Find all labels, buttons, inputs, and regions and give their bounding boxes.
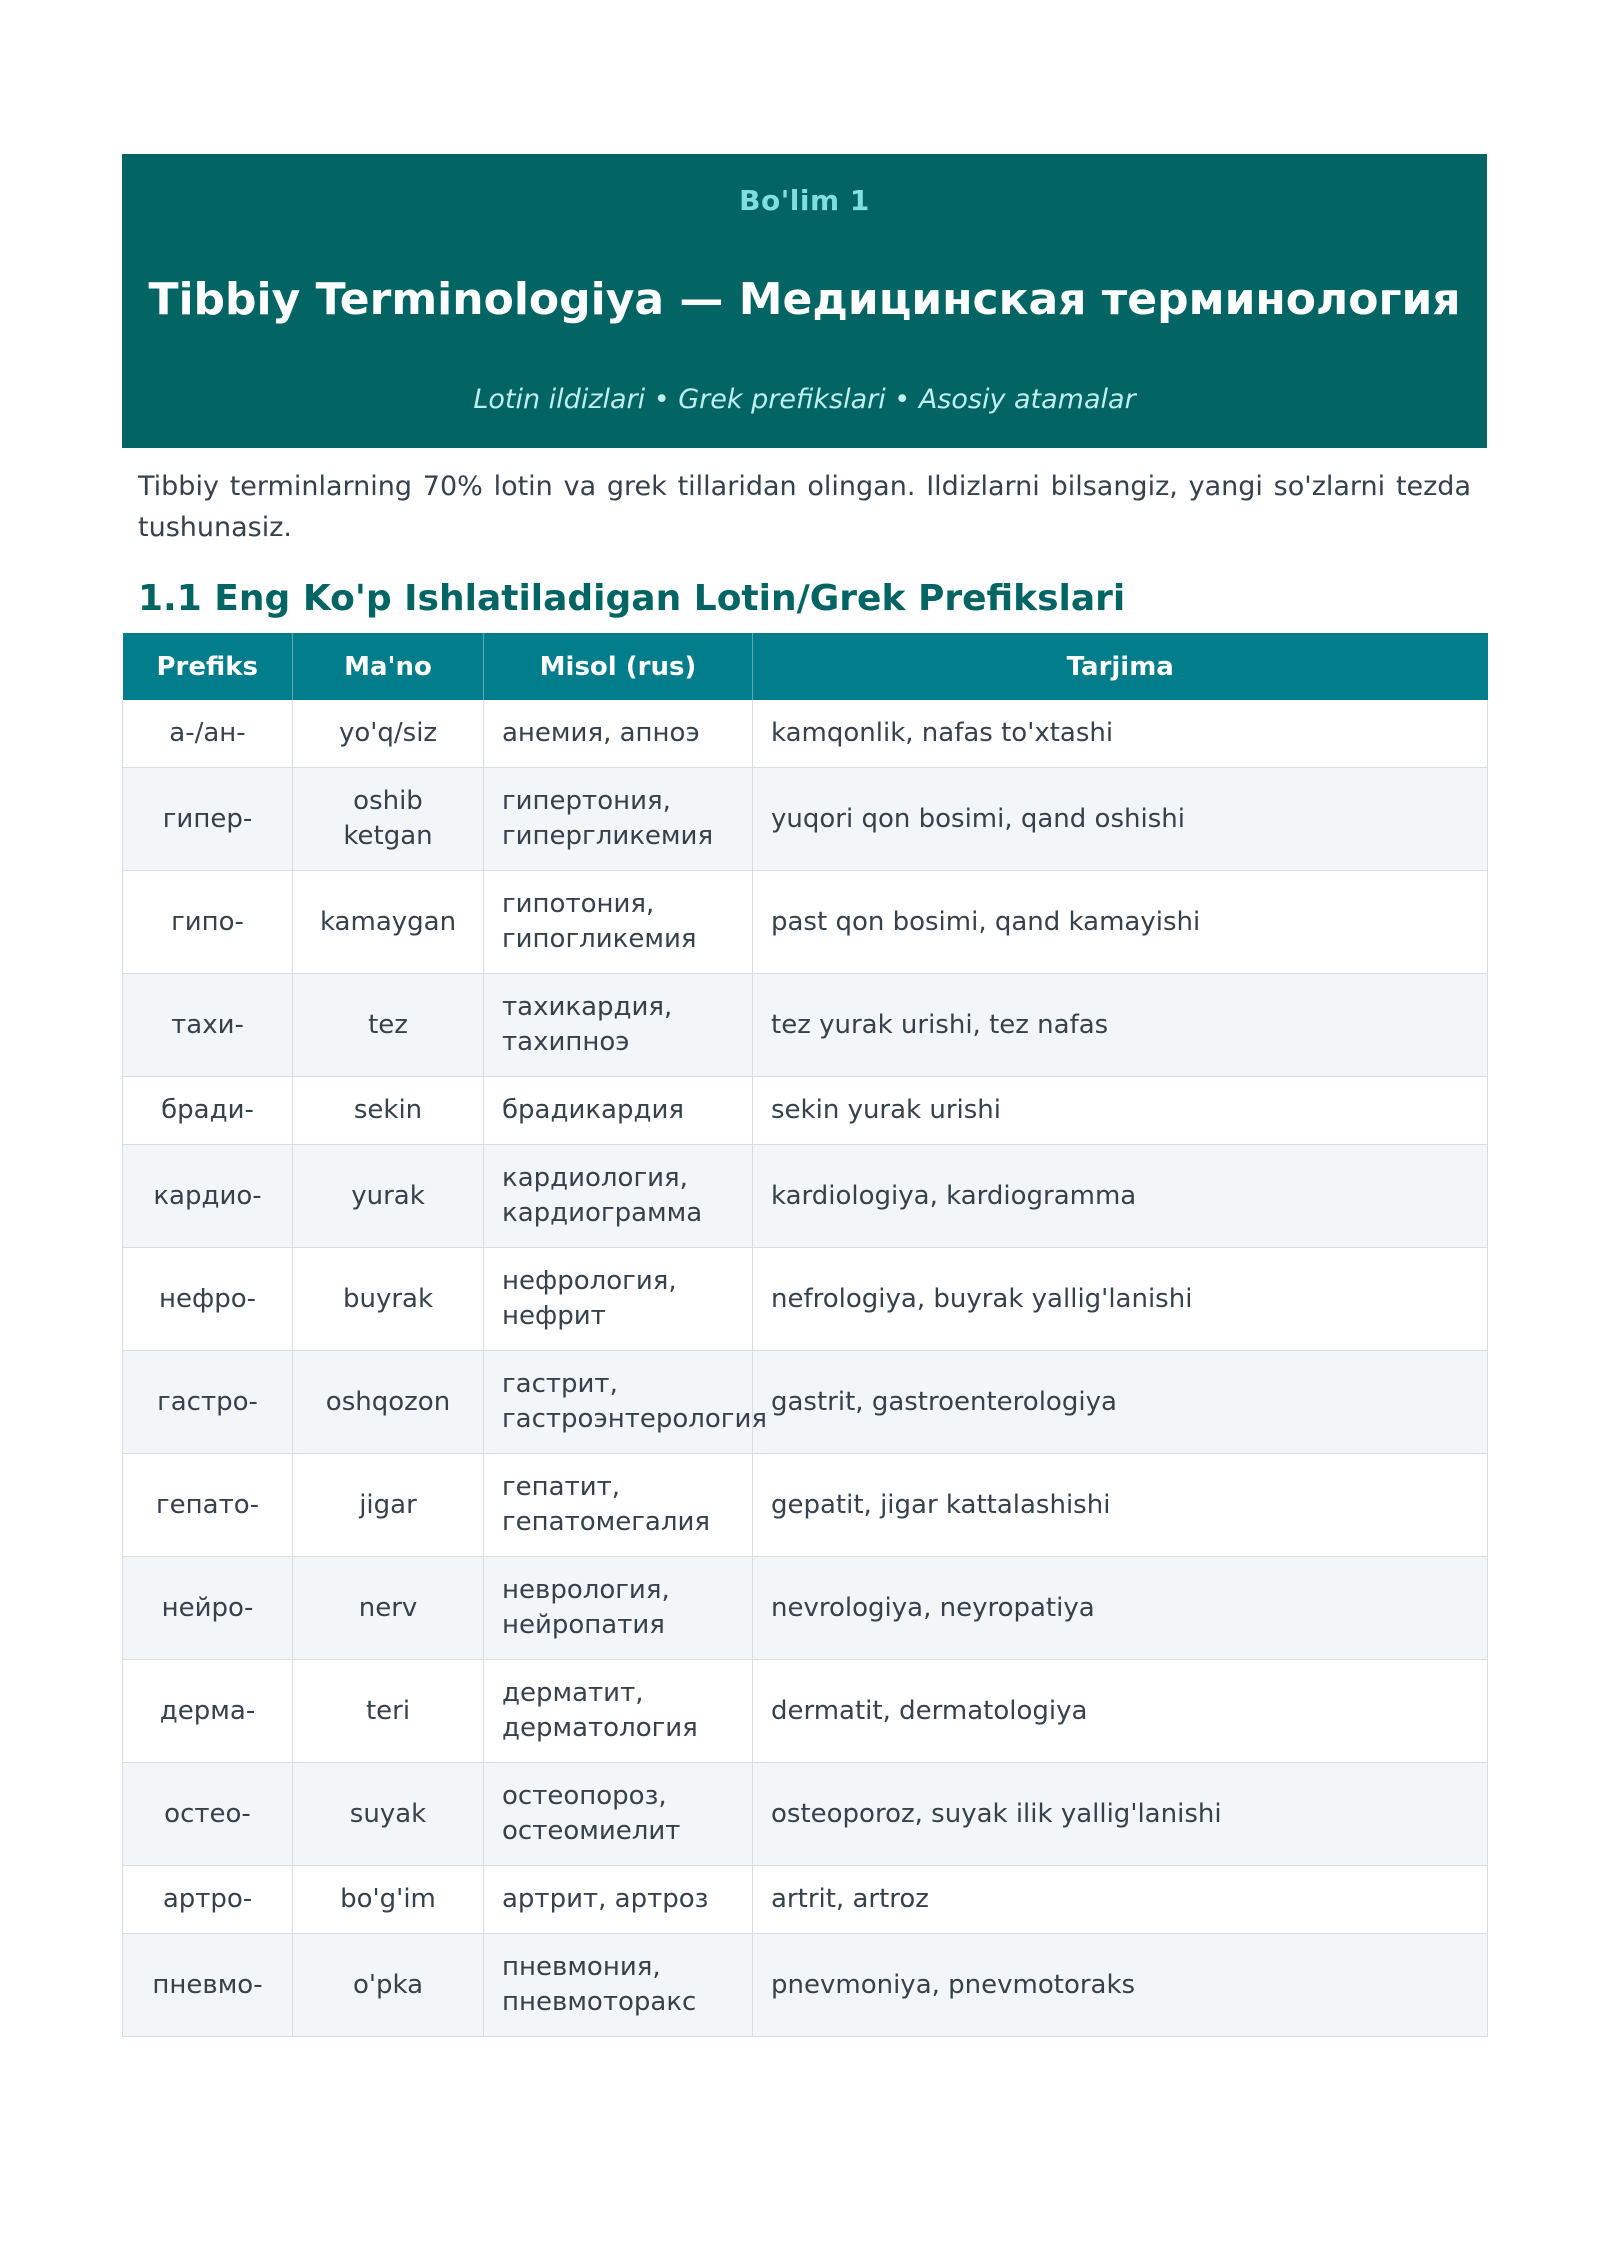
cell-prefix: гипо- [123,871,293,974]
table-row [123,1351,1488,1454]
document-page [122,154,1487,2037]
table-row [123,1866,1488,1934]
cell-meaning: tez [293,974,484,1077]
table-row [123,1660,1488,1763]
table-row [123,974,1488,1077]
cell-meaning: sekin [293,1077,484,1145]
table-row [123,1934,1488,2037]
cell-example: гастрит, гастроэнтерология [484,1351,753,1454]
table-row [123,1077,1488,1145]
cell-example: брадикардия [484,1077,753,1145]
cell-prefix: кардио- [123,1145,293,1248]
cell-meaning: teri [293,1660,484,1763]
table-row [123,871,1488,974]
cell-meaning: kamaygan [293,871,484,974]
table-row [123,1248,1488,1351]
table-row [123,1145,1488,1248]
cell-translation: past qon bosimi, qand kamayishi [753,871,1488,974]
intro-paragraph: Tibbiy terminlarning 70% lotin va grek tillaridan olingan. Ildizlarni bilsangiz, yangi so'zlarni tezda tushunasiz. [138,471,1471,543]
cell-meaning: suyak [293,1763,484,1866]
cell-translation: tez yurak urishi, tez nafas [753,974,1488,1077]
table-row [123,768,1488,871]
table-row [123,1763,1488,1866]
header-meaning: Ma'no [293,633,484,700]
cell-meaning: bo'g'im [293,1866,484,1934]
cell-prefix: пневмо- [123,1934,293,2037]
cell-prefix: гипер- [123,768,293,871]
cell-translation: yuqori qon bosimi, qand oshishi [753,768,1488,871]
cell-translation: nevrologiya, neyropatiya [753,1557,1488,1660]
chapter-banner [122,154,1487,448]
cell-meaning: oshqozon [293,1351,484,1454]
cell-translation: kardiologiya, kardiogramma [753,1145,1488,1248]
cell-translation: dermatit, dermatologiya [753,1660,1488,1763]
cell-example: тахикардия, тахипноэ [484,974,753,1077]
cell-prefix: артро- [123,1866,293,1934]
cell-translation: osteoporoz, suyak ilik yallig'lanishi [753,1763,1488,1866]
cell-example: нефрология, нефрит [484,1248,753,1351]
chapter-subtitle: Lotin ildizlari • Grek prefikslari • Asosiy atamalar [473,384,1136,415]
chapter-label: Bo'lim 1 [739,184,870,217]
cell-example: пневмония, пневмоторакс [484,1934,753,2037]
cell-example: остеопороз, остеомиелит [484,1763,753,1866]
cell-example: анемия, апноэ [484,700,753,768]
cell-translation: gepatit, jigar kattalashishi [753,1454,1488,1557]
table-row [123,1454,1488,1557]
table-row [123,1557,1488,1660]
cell-translation: artrit, artroz [753,1866,1488,1934]
cell-prefix: а-/ан- [123,700,293,768]
cell-prefix: гепато- [123,1454,293,1557]
cell-prefix: дерма- [123,1660,293,1763]
table-header-row [123,633,1488,700]
cell-translation: nefrologiya, buyrak yallig'lanishi [753,1248,1488,1351]
prefix-table [122,633,1488,2037]
cell-meaning: oshib ketgan [293,768,484,871]
cell-prefix: нейро- [123,1557,293,1660]
cell-example: дерматит, дерматология [484,1660,753,1763]
cell-meaning: jigar [293,1454,484,1557]
chapter-title: Tibbiy Terminologiya — Медицинская терминология [148,274,1461,325]
cell-example: артрит, артроз [484,1866,753,1934]
header-translation: Tarjima [753,633,1488,700]
cell-translation: gastrit, gastroenterologiya [753,1351,1488,1454]
cell-example: неврология, нейропатия [484,1557,753,1660]
cell-meaning: yo'q/siz [293,700,484,768]
cell-translation: pnevmoniya, pnevmotoraks [753,1934,1488,2037]
cell-prefix: остео- [123,1763,293,1866]
cell-meaning: yurak [293,1145,484,1248]
cell-meaning: o'pka [293,1934,484,2037]
cell-prefix: гастро- [123,1351,293,1454]
section-heading: 1.1 Eng Ko'p Ishlatiladigan Lotin/Grek Prefikslari [138,578,1126,619]
cell-prefix: нефро- [123,1248,293,1351]
cell-prefix: тахи- [123,974,293,1077]
cell-translation: kamqonlik, nafas to'xtashi [753,700,1488,768]
cell-example: гепатит, гепатомегалия [484,1454,753,1557]
cell-example: гипотония, гипогликемия [484,871,753,974]
cell-meaning: buyrak [293,1248,484,1351]
cell-example: кардиология, кардиограмма [484,1145,753,1248]
header-prefix: Prefiks [123,633,293,700]
cell-example: гипертония, гипергликемия [484,768,753,871]
table-row [123,700,1488,768]
header-example: Misol (rus) [484,633,753,700]
cell-meaning: nerv [293,1557,484,1660]
cell-translation: sekin yurak urishi [753,1077,1488,1145]
cell-prefix: бради- [123,1077,293,1145]
